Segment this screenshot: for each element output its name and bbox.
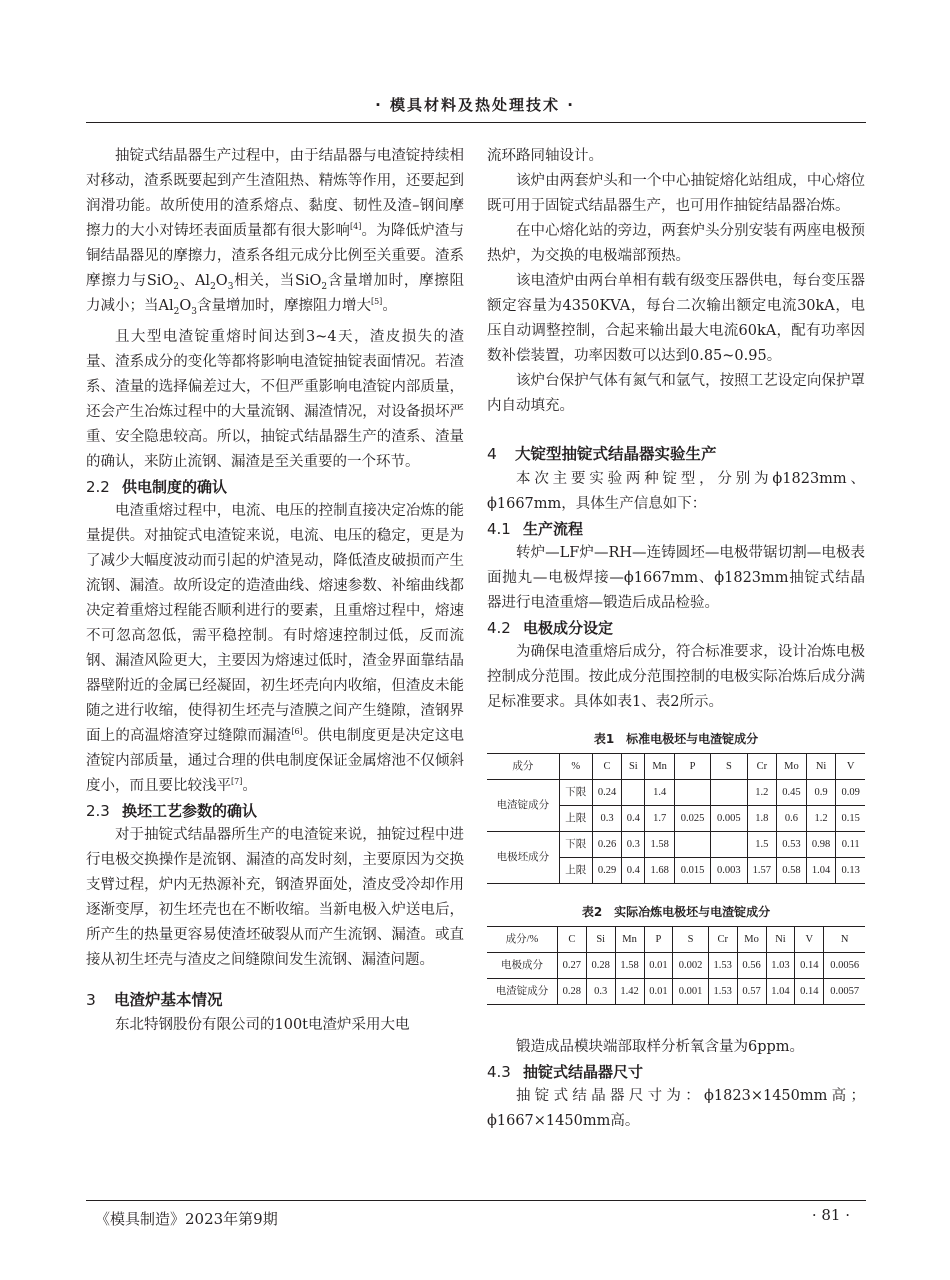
th: Ni: [806, 754, 836, 780]
group-label: 电极坯成分: [487, 832, 559, 884]
cell: 0.01: [644, 953, 673, 979]
section-heading-2-3: 2.3 换坯工艺参数的确认: [86, 802, 258, 820]
th: Mo: [737, 927, 766, 953]
th: 成分: [487, 754, 559, 780]
cell: 0.4: [622, 806, 645, 832]
section-heading-4-2: 4.2 电极成分设定: [487, 619, 614, 637]
section-heading-4: 4 大锭型抽锭式结晶器实验生产: [487, 445, 717, 463]
th: V: [795, 927, 824, 953]
cell: 1.42: [615, 979, 644, 1005]
th: 成分/%: [487, 927, 557, 953]
th: Si: [622, 754, 645, 780]
th: S: [711, 754, 747, 780]
table2-caption: 表2 实际冶炼电极坯与电渣锭成分: [581, 905, 771, 919]
table2: [487, 926, 865, 1005]
paragraph: 在中心熔化站的旁边，两套炉头分别安装有两座电极预热炉，为交换的电极端部预热。: [487, 223, 865, 264]
cell: 1.53: [708, 953, 737, 979]
paragraph: 为确保电渣重熔后成分，符合标准要求，设计冶炼电极控制成分范围。按此成分范围控制的电极实际冶炼后成分满足标准要求。具体如表1、表2所示。: [487, 644, 865, 710]
paragraph: 该电渣炉由两台单相有载有级变压器供电，每台变压器额定容量为4350KVA，每台二次输出额定电流30kA，电压自动调整控制，合起来输出最大电流60kA，配有功率因数补偿装置，功率因数可以达到0.85~0.95。: [487, 273, 865, 364]
cell: 0.005: [711, 806, 747, 832]
cell: 0.15: [836, 806, 865, 832]
cell: 0.025: [674, 806, 710, 832]
cell: 0.6: [777, 806, 807, 832]
table1: [487, 753, 865, 884]
th: Si: [586, 927, 615, 953]
th: %: [559, 754, 592, 780]
cell: 1.2: [806, 806, 836, 832]
cell: 0.9: [806, 780, 836, 806]
cell: [674, 780, 710, 806]
cell: 0.11: [836, 832, 865, 858]
section-heading-4-3: 4.3 抽锭式结晶器尺寸: [487, 1063, 644, 1081]
cell: 0.45: [777, 780, 807, 806]
th: C: [592, 754, 622, 780]
group-label: 电渣锭成分: [487, 780, 559, 832]
paragraph: 抽锭式结晶器尺寸为：ϕ1823×1450mm高；ϕ1667×1450mm高。: [487, 1088, 865, 1129]
th: C: [557, 927, 586, 953]
table-row: [487, 979, 865, 1005]
cell: 1.04: [806, 858, 836, 884]
paragraph: 转炉—LF炉—RH—连铸圆坯—电极带锯切割—电极表面抛丸—电极焊接—ϕ1667mm、ϕ1823mm抽锭式结晶器进行电渣重熔—锻造后成品检验。: [487, 545, 865, 611]
cell: [711, 832, 747, 858]
cell: 1.57: [747, 858, 777, 884]
cell: 0.14: [795, 953, 824, 979]
cell: 0.3: [586, 979, 615, 1005]
cell: 0.27: [557, 953, 586, 979]
cell: 0.3: [592, 806, 622, 832]
cell: 0.28: [586, 953, 615, 979]
section-heading-2-2: 2.2 供电制度的确认: [86, 478, 228, 496]
cell: 0.015: [674, 858, 710, 884]
cell: 1.7: [645, 806, 675, 832]
cell: 0.0056: [824, 953, 865, 979]
cell: 1.5: [747, 832, 777, 858]
cell: 0.56: [737, 953, 766, 979]
cell: 1.8: [747, 806, 777, 832]
cell: 0.24: [592, 780, 622, 806]
footer-rule: [86, 1200, 866, 1201]
th: Mo: [777, 754, 807, 780]
th: P: [674, 754, 710, 780]
table-row: [487, 780, 865, 806]
cell: 0.14: [795, 979, 824, 1005]
cell: 1.58: [615, 953, 644, 979]
paragraph: 东北特钢股份有限公司的100t电渣炉采用大电: [115, 1017, 410, 1033]
cell: 上限: [559, 858, 592, 884]
th: N: [824, 927, 865, 953]
paragraph: 电渣重熔过程中，电流、电压的控制直接决定冶炼的能量提供。对抽锭式电渣锭来说，电流、电压的稳定，更是为了减少大幅度波动而引起的炉渣晃动，降低渣皮破损而产生流钢、漏渣。故所设定的造渣曲线、熔速参数、补缩曲线都决定着重熔过程能否顺利进行的要素，且重熔过程中，熔速不可忽高忽低，需平稳控制。有时熔速控制过低，反而流钢、漏渣风险更大，主要因为熔速过低时，渣金界面靠结晶器壁附近的金属已经凝固，初生坯壳向内收缩，但渣皮未能随之进行收缩，使得初生坯壳与渣膜之间产生缝隙，渣钢界面上的高温熔渣穿过缝隙而漏渣[6]。供电制度更是决定这电渣锭内部质量，通过合理的供电制度保证金属熔池不仅倾斜度小，而且要比较浅平[7]。: [86, 503, 464, 794]
cell: 1.53: [708, 979, 737, 1005]
table1-caption: 表1 标准电极坯与电渣锭成分: [593, 732, 759, 746]
cell: 下限: [559, 832, 592, 858]
table-row: [487, 832, 865, 858]
cell: 0.13: [836, 858, 865, 884]
table-row: [487, 953, 865, 979]
section-heading-3: 3 电渣炉基本情况: [86, 991, 223, 1009]
paragraph: 该炉台保护气体有氮气和氩气，按照工艺设定向保护罩内自动填充。: [487, 373, 865, 414]
cell: 0.57: [737, 979, 766, 1005]
cell: 1.58: [645, 832, 675, 858]
th: Cr: [708, 927, 737, 953]
paragraph: 对于抽锭式结晶器所生产的电渣锭来说，抽锭过程中进行电极交换操作是流钢、漏渣的高发时刻，主要原因为交换支臂过程，炉内无热源补充，钢渣界面处，渣皮受冷却作用逐渐变厚，初生坯壳也在不断收缩。当新电极入炉送电后，所产生的热量更容易使渣坯破裂从而产生流钢、漏渣。或直接从初生坯壳与渣皮之间缝隙间发生流钢、漏渣问题。: [86, 827, 464, 968]
cell: 0.58: [777, 858, 807, 884]
paragraph: 锻造成品模块端部取样分析氧含量为6ppm。: [516, 1039, 805, 1055]
cell: [674, 832, 710, 858]
cell: 上限: [559, 806, 592, 832]
cell: 1.2: [747, 780, 777, 806]
section-heading-4-1: 4.1 生产流程: [487, 520, 584, 538]
cell: 0.29: [592, 858, 622, 884]
cell: 1.68: [645, 858, 675, 884]
page-number: · 81 ·: [811, 1206, 850, 1224]
th: S: [673, 927, 708, 953]
journal-footer: 《模具制造》2023年第9期: [95, 1210, 278, 1228]
table1-header-row: [487, 754, 865, 780]
cell: 1.4: [645, 780, 675, 806]
th: Mn: [645, 754, 675, 780]
th: V: [836, 754, 865, 780]
th: Mn: [615, 927, 644, 953]
th: P: [644, 927, 673, 953]
right-column: [487, 144, 865, 1134]
th: Cr: [747, 754, 777, 780]
cell: 0.4: [622, 858, 645, 884]
paragraph: 该炉由两套炉头和一个中心抽锭熔化站组成，中心熔位既可用于固锭式结晶器生产，也可用作抽锭结晶器冶炼。: [487, 173, 865, 214]
cell: 电渣锭成分: [487, 979, 557, 1005]
cell: 0.003: [711, 858, 747, 884]
paragraph: 且大型电渣锭重熔时间达到3~4天，渣皮损失的渣量、渣系成分的变化等都将影响电渣锭抽锭表面情况。若渣系、渣量的选择偏差过大，不但严重影响电渣锭内部质量，还会产生冶炼过程中的大量流钢、漏渣情况，对设备损坏严重、安全隐患较高。所以，抽锭式结晶器生产的渣系、渣量的确认，来防止流钢、漏渣是至关重要的一个环节。: [86, 329, 464, 470]
paragraph: 流环路同轴设计。: [487, 148, 603, 164]
cell: 0.001: [673, 979, 708, 1005]
cell: 0.09: [836, 780, 865, 806]
cell: 1.04: [766, 979, 795, 1005]
cell: 0.28: [557, 979, 586, 1005]
table2-header-row: [487, 927, 865, 953]
paragraph: 本次主要实验两种锭型，分别为ϕ1823mm、ϕ1667mm，具体生产信息如下：: [487, 471, 865, 512]
cell: 0.01: [644, 979, 673, 1005]
cell: 1.03: [766, 953, 795, 979]
cell: 0.002: [673, 953, 708, 979]
cell: [711, 780, 747, 806]
left-column: [86, 144, 464, 1038]
cell: 0.53: [777, 832, 807, 858]
cell: 电极成分: [487, 953, 557, 979]
cell: [622, 780, 645, 806]
cell: 0.0057: [824, 979, 865, 1005]
cell: 0.3: [622, 832, 645, 858]
th: Ni: [766, 927, 795, 953]
cell: 0.98: [806, 832, 836, 858]
running-header: · 模具材料及热处理技术 ·: [375, 96, 575, 114]
header-rule: [86, 122, 866, 123]
cell: 下限: [559, 780, 592, 806]
paragraph: 抽锭式结晶器生产过程中，由于结晶器与电渣锭持续相对移动，渣系既要起到产生渣阻热、精炼等作用，还要起到润滑功能。故所使用的渣系熔点、黏度、韧性及渣–钢间摩擦力的大小对铸坯表面质量都有很大影响[4]。为降低炉渣与铜结晶器见的摩擦力，渣系各组元成分比例至关重要。渣系摩擦力与SiO$_2$、$Al_2O_3$相关，当SiO$_2$含量增加时，摩擦阻力减小；当$Al_2O_3$含量增加时，摩擦阻力增大[5]。: [86, 148, 465, 317]
cell: 0.26: [592, 832, 622, 858]
